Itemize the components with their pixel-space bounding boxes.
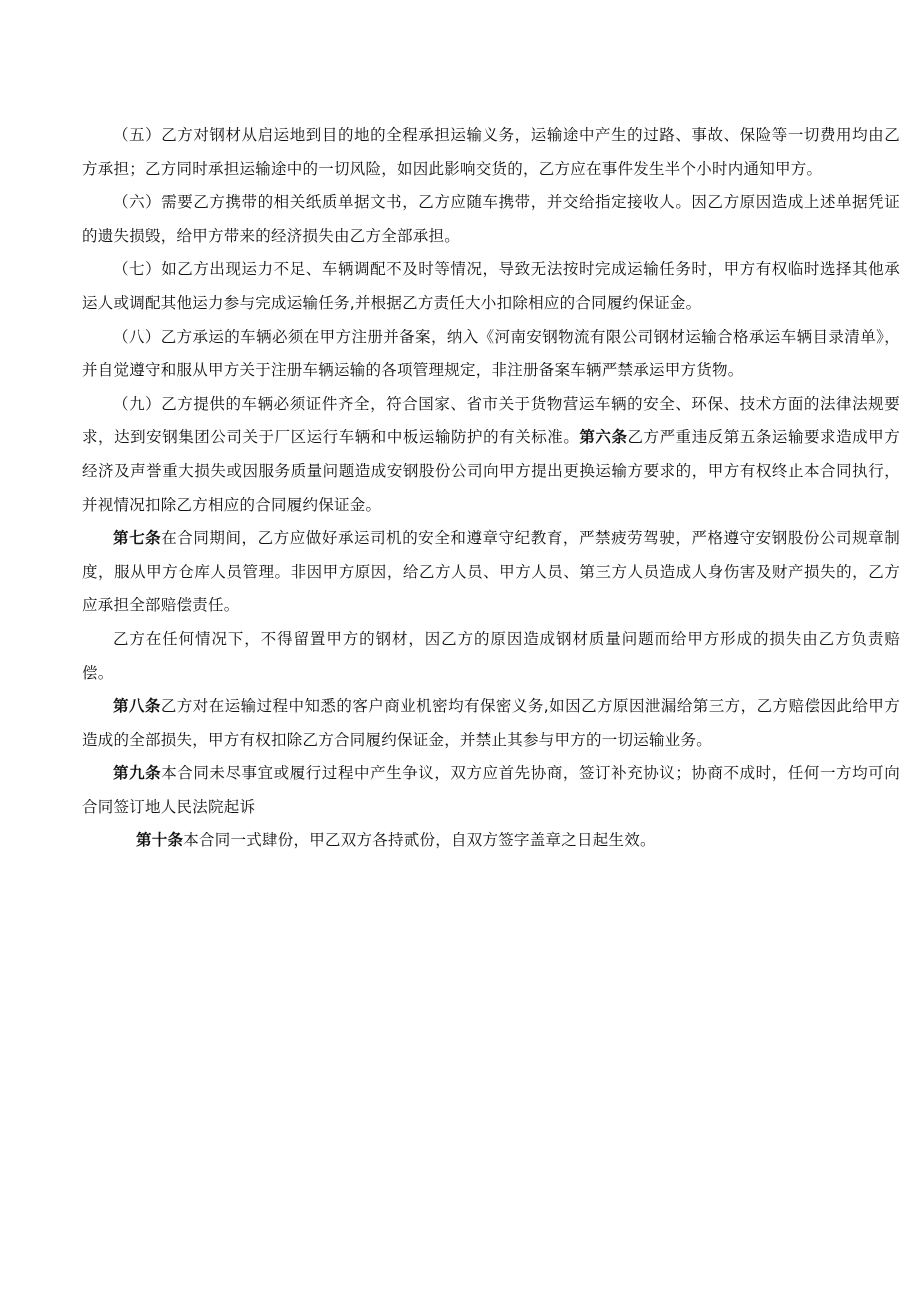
article-6-text: 乙方严重违反第五条运输要求造成甲方经济及声誉重大损失或因服务质量问题造成安钢股份公司向甲方提出更换运输方要求的，甲方有权终止本合同执行，并视情况扣除乙方相应的合同履约保证金。 <box>82 428 900 514</box>
article-8 <box>82 690 900 757</box>
clause-9-text: （九）乙方提供的车辆必须证件齐全，符合国家、省市关于货物营运车辆的安全、环保、技术方面的法律法规要求，达到安钢集团公司关于厂区运行车辆和中板运输防护的有关标准。 <box>82 394 900 447</box>
article-9 <box>82 757 900 824</box>
article-6-label: 第六条 <box>579 428 628 447</box>
clause-9-and-article-6 <box>82 388 900 522</box>
article-7-label: 第七条 <box>113 529 162 548</box>
contract-body <box>82 119 900 858</box>
article-8-text: 乙方对在运输过程中知悉的客户商业机密均有保密义务,如因乙方原因泄漏给第三方，乙方赔偿因此给甲方造成的全部损失，甲方有权扣除乙方合同履约保证金，并禁止其参与甲方的一切运输业务。 <box>82 697 900 749</box>
clause-7: （七）如乙方出现运力不足、车辆调配不及时等情况，导致无法按时完成运输任务时，甲方有权临时选择其他承运人或调配其他运力参与完成运输任务,并根据乙方责任大小扣除相应的合同履约保证金。 <box>82 260 900 312</box>
article-10-label: 第十条 <box>136 831 184 850</box>
article-7 <box>82 522 900 623</box>
article-7-supplement: 乙方在任何情况下，不得留置甲方的钢材，因乙方的原因造成钢材质量问题而给甲方形成的损失由乙方负责赔偿。 <box>82 629 900 682</box>
clause-6: （六）需要乙方携带的相关纸质单据文书，乙方应随车携带，并交给指定接收人。因乙方原因造成上述单据凭证的遗失损毁，给甲方带来的经济损失由乙方全部承担。 <box>82 193 900 245</box>
article-7-text: 在合同期间，乙方应做好承运司机的安全和遵章守纪教育，严禁疲劳驾驶，严格遵守安钢股份公司规章制度，服从甲方仓库人员管理。非因甲方原因，给乙方人员、甲方人员、第三方人员造成人身伤害及财产损失的，乙方应承担全部赔偿责任。 <box>82 529 900 615</box>
clause-8: （八）乙方承运的车辆必须在甲方注册并备案，纳入《河南安钢物流有限公司钢材运输合格承运车辆目录清单》，并自觉遵守和服从甲方关于注册车辆运输的各项管理规定，非注册备案车辆严禁承运甲方货物。 <box>82 327 900 380</box>
article-9-label: 第九条 <box>113 764 162 783</box>
clause-5: （五）乙方对钢材从启运地到目的地的全程承担运输义务，运输途中产生的过路、事故、保险等一切费用均由乙方承担；乙方同时承担运输途中的一切风险，如因此影响交货的，乙方应在事件发生半个小时内通知甲方。 <box>82 126 900 178</box>
article-10 <box>82 824 900 858</box>
article-8-label: 第八条 <box>113 697 161 716</box>
article-9-text: 本合同未尽事宜或履行过程中产生争议，双方应首先协商，签订补充协议；协商不成时，任何一方均可向合同签订地人民法院起诉 <box>82 764 900 816</box>
article-10-text: 本合同一式肆份，甲乙双方各持贰份，自双方签字盖章之日起生效。 <box>183 831 656 850</box>
